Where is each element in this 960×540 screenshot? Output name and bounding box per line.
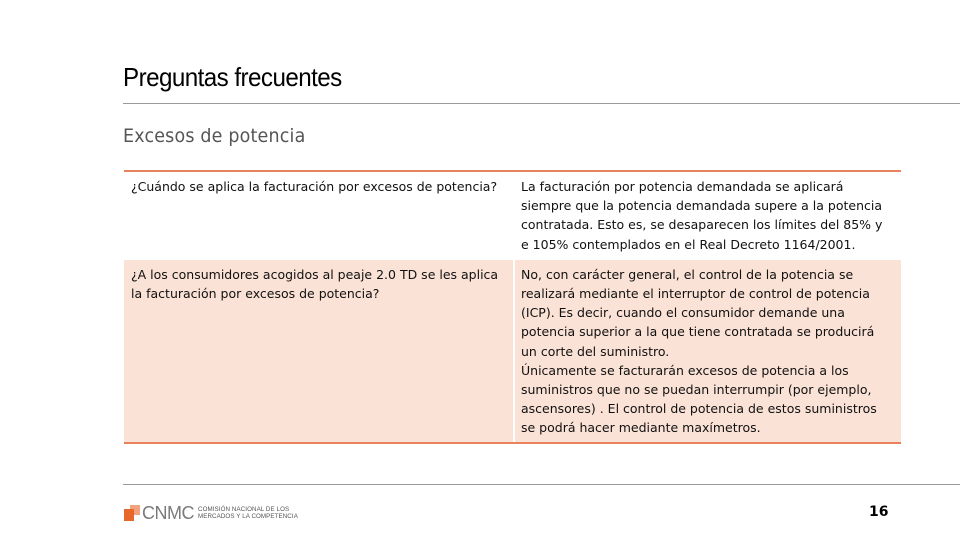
footer-divider <box>123 484 960 485</box>
page-title: Preguntas frecuentes <box>123 62 342 92</box>
logo-caption-line: MERCADOS Y LA COMPETENCIA <box>198 513 298 520</box>
logo-wordmark: CNMC <box>142 503 194 523</box>
faq-question: ¿Cuándo se aplica la facturación por excesos de potencia? <box>124 171 514 259</box>
section-subtitle: Excesos de potencia <box>123 125 306 147</box>
logo-caption-line: COMISIÓN NACIONAL DE LOS <box>198 505 290 513</box>
faq-table <box>124 170 901 444</box>
faq-answer-paragraph: La facturación por potencia demandada se aplicará siempre que la potencia demandada supere a la potencia contratada. Esto es, se desaparecen los límites del 85% y e 105% contemplados en el Real Decreto 1164/2001. <box>521 179 883 252</box>
cnmc-logo <box>124 503 298 523</box>
faq-answer <box>514 259 901 443</box>
faq-answer <box>514 171 901 259</box>
faq-answer-paragraph: Únicamente se facturarán excesos de potencia a los suministros que no se puedan interrumpir (por ejemplo, ascensores) . El control de potencia de estos suministros se podrá hacer mediante maxímetros. <box>521 362 877 436</box>
table-row <box>124 171 901 259</box>
logo-caption <box>198 506 298 521</box>
table-row <box>124 259 901 443</box>
faq-question: ¿A los consumidores acogidos al peaje 2.0 TD se les aplica la facturación por excesos de potencia? <box>124 259 514 443</box>
faq-answer-paragraph: No, con carácter general, el control de la potencia se realizará mediante el interruptor de control de potencia (ICP). Es decir, cuando el consumidor demande una potencia superior a la que tiene contratada se producirá un corte del suministro. <box>521 266 875 359</box>
page-number: 16 <box>869 504 889 520</box>
title-divider <box>123 103 960 104</box>
cnmc-logo-mark-icon <box>124 505 140 521</box>
